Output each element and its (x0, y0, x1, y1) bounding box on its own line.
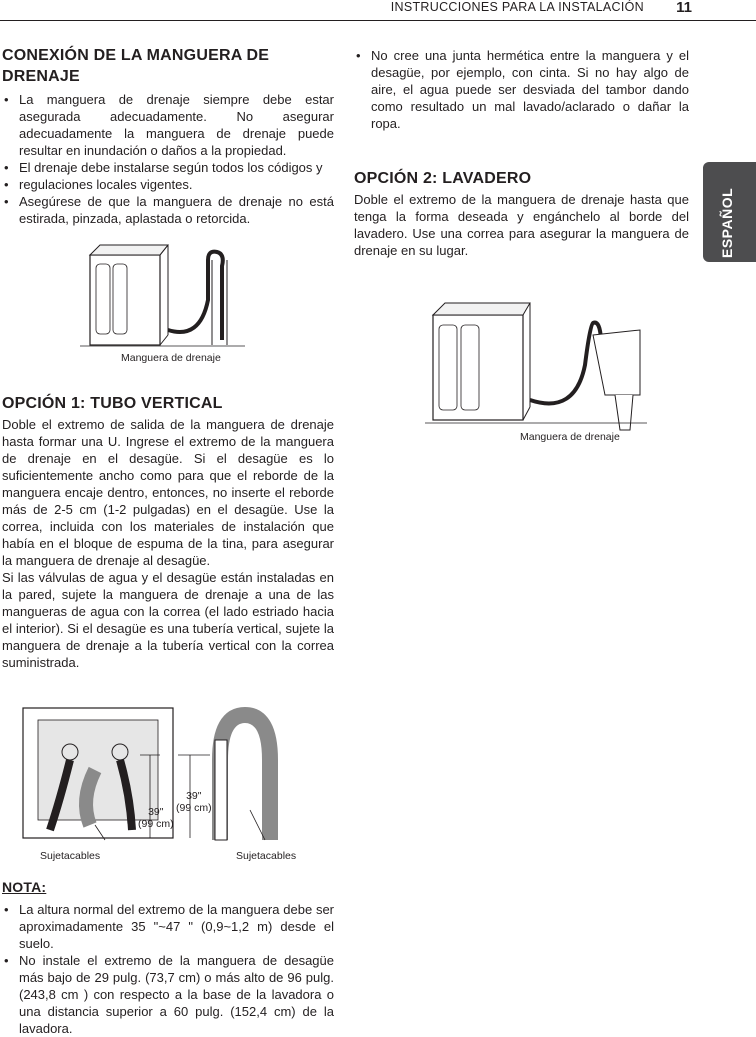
figure-caption: Manguera de drenaje (121, 352, 221, 364)
list-item: • El drenaje debe instalarse según todos los códigos y (2, 159, 334, 176)
option1-paragraph1: Doble el extremo de salida de la manguera de drenaje hasta formar una U. Ingrese el extremo de la manguera de drenaje en el desagüe. Si el desagüe es lo suficientemente ancho como para que el reborde de la manguera encaje dentro, entonces, no inserte el reborde más de 2-5 cm (1-2 pulgadas) en el desagüe. Use la correa, incluida con los materiales de instalación que había en el bloque de espuma de la tina, para asegurar la manguera de drenaje al desagüe. (2, 417, 334, 568)
washer-drain-hose-illustration (80, 240, 250, 355)
language-tab (703, 162, 756, 262)
section-option2 (354, 168, 689, 259)
option1-paragraph2: Si las válvulas de agua y el desagüe están instaladas en la pared, sujete la manguera de drenaje a una de las mangueras de agua con la correa (el lado estriado hacia el interior). Si el desagüe es una tubería vertical, sujete la manguera de drenaje a la tubería vertical con la correa suministrada. (2, 570, 334, 670)
option1-title: OPCIÓN 1: TUBO VERTICAL (2, 395, 223, 412)
list-item: • La altura normal del extremo de la manguera debe ser aproximadamente 35 "~47 " (0,9~1,2 m) desde el suelo. (2, 901, 334, 952)
dimension-metric: (99 cm) (138, 818, 174, 830)
list-item: • regulaciones locales vigentes. (2, 176, 334, 193)
header-divider (0, 20, 756, 21)
standpipe-illustration (20, 700, 340, 850)
list-item: • Asegúrese de que la manguera de drenaje no está estirada, pinzada, aplastada o retorcida. (2, 193, 334, 227)
drain-hose-bullets (2, 91, 334, 227)
option2-paragraph: Doble el extremo de la manguera de drenaje hasta que tenga la forma deseada y engánchelo al borde del lavadero. Use una correa para asegurar la manguera de drenaje en su lugar. (354, 192, 689, 258)
dimension-value: 39" (148, 806, 164, 818)
figure-caption: Manguera de drenaje (520, 431, 620, 443)
dimension-value: 39" (186, 790, 202, 802)
right-bullets (354, 47, 689, 132)
list-item: • La manguera de drenaje siempre debe estar asegurada adecuadamente. No asegurar adecuadamente la manguera de drenaje puede resultar en inundación o daños a la propiedad. (2, 91, 334, 159)
page-number: 11 (676, 0, 692, 16)
dimension-metric: (99 cm) (176, 802, 212, 814)
dimension-label-wall (138, 806, 174, 830)
list-item: • No instale el extremo de la manguera de desagüe más bajo de 29 pulg. (73,7 cm) o más alto de 96 pulg. (243,8 cm ) con respecto a la base de la lavadora o una distancia superior a 60 pulg. (152,4 cm) de la lavadora. (2, 952, 334, 1037)
option2-title: OPCIÓN 2: LAVADERO (354, 170, 532, 187)
section-title-line2: DRENAJE (2, 68, 80, 85)
dimension-label-standpipe (176, 790, 212, 814)
section-option1 (2, 393, 334, 671)
section-title-line1: CONEXIÓN DE LA MANGUERA DE (2, 47, 270, 64)
section-note (2, 877, 334, 1037)
cable-tie-label-left: Sujetacables (40, 850, 101, 862)
note-title: NOTA: (2, 879, 47, 895)
laundry-tub-illustration (425, 295, 650, 435)
running-header: INSTRUCCIONES PARA LA INSTALACIÓN (390, 0, 644, 14)
list-item: • No cree una junta hermética entre la manguera y el desagüe, por ejemplo, con cinta. Si no hay algo de aire, el agua puede ser desviada del tambor dando como resultado un mal lavado/aclarado o dañar la ropa. (354, 47, 689, 132)
section-drain-hose (2, 45, 334, 227)
cable-tie-label-right: Sujetacables (236, 850, 297, 862)
section-right (354, 47, 689, 132)
note-bullets (2, 901, 334, 1037)
language-tab-label: ESPAÑOL (719, 187, 735, 258)
